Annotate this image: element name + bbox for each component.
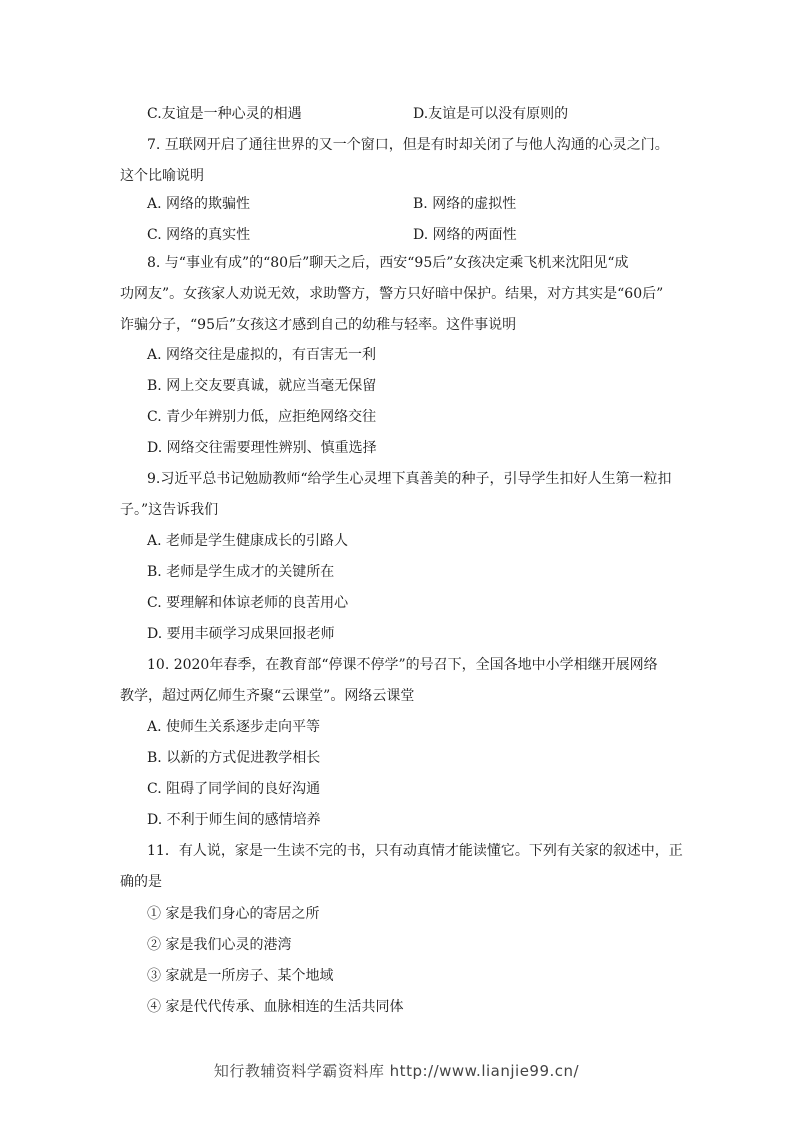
q10-option-a: A. 使师生关系逐步走向平等 [147, 719, 321, 735]
q11-stem-line1: 11．有人说，家是一生读不完的书，只有动真情才能读懂它。下列有关家的叙述中，正 [147, 843, 683, 859]
q10-stem-line1: 10. 2020年春季，在教育部“停课不停学”的号召下，全国各地中小学相继开展网络 [147, 657, 658, 673]
q11-item-3: ③ 家就是一所房子、某个地域 [147, 968, 334, 984]
q7-option-c: C. 网络的真实性 [147, 227, 251, 243]
q10-option-d: D. 不利于师生间的感情培养 [147, 812, 321, 828]
q8-option-c: C. 青少年辨别力低，应拒绝网络交往 [147, 409, 377, 425]
q8-option-d: D. 网络交往需要理性辨别、慎重选择 [147, 440, 377, 456]
q9-option-b: B. 老师是学生成才的关键所在 [147, 564, 335, 580]
q7-option-a: A. 网络的欺骗性 [147, 196, 251, 212]
q6-option-c: C.友谊是一种心灵的相遇 [147, 106, 302, 122]
q9-option-d: D. 要用丰硕学习成果回报老师 [147, 626, 335, 642]
q9-stem-line2: 子。”这告诉我们 [120, 502, 219, 518]
q8-stem-line3: 诈骗分子，“95后”女孩这才感到自己的幼稚与轻率。这件事说明 [120, 317, 517, 333]
q10-option-c: C. 阻碍了同学间的良好沟通 [147, 781, 321, 797]
q8-stem-line2: 功网友”。女孩家人劝说无效，求助警方，警方只好暗中保护。结果，对方其实是“60后” [120, 286, 664, 302]
q8-option-b: B. 网上交友要真诚，就应当毫无保留 [147, 378, 377, 394]
q6-option-d: D.友谊是可以没有原则的 [413, 106, 569, 122]
q11-item-2: ② 家是我们心灵的港湾 [147, 937, 292, 953]
q7-option-d: D. 网络的两面性 [413, 227, 517, 243]
q11-item-1: ① 家是我们身心的寄居之所 [147, 906, 320, 922]
q9-stem-line1: 9.习近平总书记勉励教师“给学生心灵埋下真善美的种子，引导学生扣好人生第一粒扣 [147, 471, 672, 487]
q7-option-b: B. 网络的虚拟性 [413, 196, 517, 212]
q10-option-b: B. 以新的方式促进教学相长 [147, 750, 321, 766]
q11-item-4: ④ 家是代代传承、血脉相连的生活共同体 [147, 999, 404, 1015]
q8-stem-line1: 8. 与“事业有成”的“80后”聊天之后，西安“95后”女孩决定乘飞机来沈阳见“成 [147, 255, 629, 271]
page-footer-watermark: 知行教辅资料学霸资料库 http://www.lianjie99.cn/ [213, 1062, 580, 1080]
q9-option-a: A. 老师是学生健康成长的引路人 [147, 533, 349, 549]
q11-stem-line2: 确的是 [120, 874, 162, 890]
q7-stem-line2: 这个比喻说明 [120, 168, 204, 184]
q10-stem-line2: 教学，超过两亿师生齐聚“云课堂”。网络云课堂 [120, 688, 415, 704]
q9-option-c: C. 要理解和体谅老师的良苦用心 [147, 595, 349, 611]
q7-stem-line1: 7. 互联网开启了通往世界的又一个窗口，但是有时却关闭了与他人沟通的心灵之门。 [147, 137, 669, 153]
q8-option-a: A. 网络交往是虚拟的，有百害无一利 [147, 347, 377, 363]
